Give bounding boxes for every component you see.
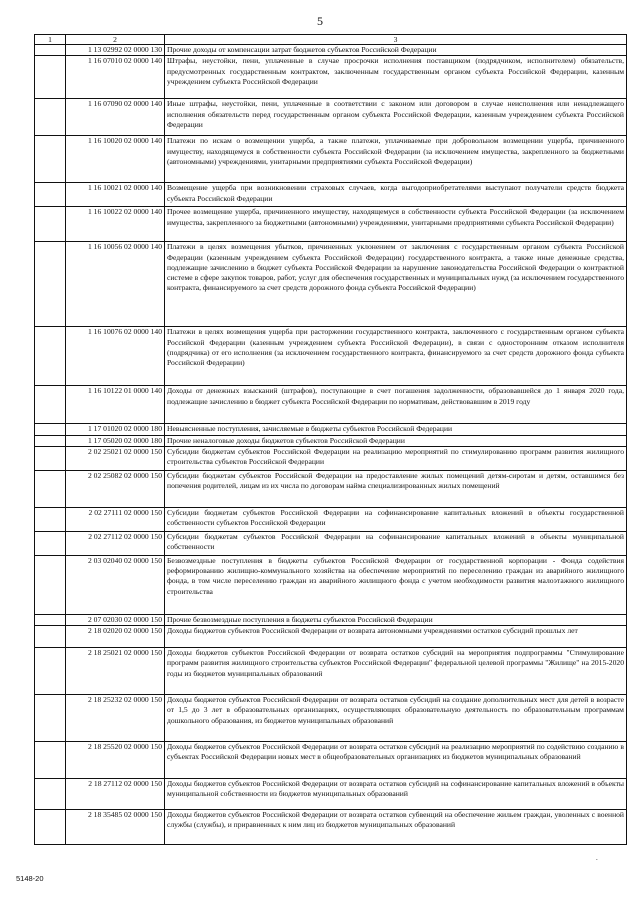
revenue-code-cell: 1 16 07010 02 0000 140 [66,56,165,99]
revenue-code-cell: 2 18 02020 02 0000 150 [66,626,165,648]
revenue-description-cell: Прочие безвозмездные поступления в бюджеты субъектов Российской Федерации [165,614,627,625]
row-number-cell [35,648,66,695]
table-row [35,555,627,614]
revenue-code-cell: 2 18 35485 02 0000 150 [66,810,165,845]
revenue-description-cell: Возмещение ущерба при возникновении страховых случаев, когда выгодоприобретателями выступают получатели средств бюджета субъекта Российской Федерации [165,183,627,207]
revenue-description-cell: Прочие доходы от компенсации затрат бюджетов субъектов Российской Федерации [165,45,627,56]
revenue-description-cell: Доходы бюджетов субъектов Российской Федерации от возврата остатков субсидий на реализацию мероприятий по содействию созданию в субъектах Российской Федерации новых мест в общеобразовательных организациях из бюджетов муниципальных образований [165,742,627,779]
revenue-code-cell: 1 16 10076 02 0000 140 [66,327,165,386]
table-row [35,424,627,435]
revenue-code-cell: 2 02 25021 02 0000 150 [66,446,165,470]
table-row [35,207,627,242]
table-row [35,446,627,470]
revenue-description-cell: Иные штрафы, неустойки, пени, уплаченные в соответствии с законом или договором в случае неисполнения или ненадлежащего исполнения обязательств перед государственным органом субъекта Российской Федерации, казенным учреждением субъекта Российской Федерации [165,99,627,136]
row-number-cell [35,555,66,614]
revenue-code-cell: 2 02 27111 02 0000 150 [66,507,165,531]
table-row [35,45,627,56]
revenue-description-cell: Платежи в целях возмещения ущерба при расторжении государственного контракта, заключенного с государственным органом субъекта Российской Федерации (казенным учреждением субъекта Российской Федерации), в связи с односторонним отказом исполнителя (подрядчика) от его исполнения (за исключением государственного контракта, финансируемого за счет средств дорожного фонда субъекта Российской Федерации) [165,327,627,386]
table-row [35,779,627,810]
revenue-code-cell: 1 16 10022 02 0000 140 [66,207,165,242]
revenue-code-cell: 1 16 10122 01 0000 140 [66,386,165,424]
row-number-cell [35,183,66,207]
revenue-description-cell: Доходы от денежных взысканий (штрафов), поступающие в счет погашения задолженности, образовавшейся до 1 января 2020 года, подлежащие зачислению в бюджет субъекта Российской Федерации по нормативам, действовавшим в 2019 году [165,386,627,424]
revenue-code-cell: 1 16 10020 02 0000 140 [66,136,165,183]
revenue-description-cell: Платежи в целях возмещения убытков, причиненных уклонением от заключения с государственным органом субъекта Российской Федерации (казенным учреждением субъекта Российской Федерации) государственного контракта, а также иные денежные средства, подлежащие зачислению в бюджет субъекта Российской Федерации за нарушение законодательства Российской Федерации о контрактной системе в сфере закупок товаров, работ, услуг для обеспечения государственных и муниципальных нужд (за исключением государственного контракта, финансируемого за счет средств дорожного фонда субъекта Российской Федерации) [165,242,627,327]
revenue-code-cell: 2 18 25021 02 0000 150 [66,648,165,695]
revenue-code-cell: 2 18 27112 02 0000 150 [66,779,165,810]
column-header-1: 1 [35,35,66,45]
revenue-codes-table [34,34,627,845]
revenue-code-cell: 2 07 02030 02 0000 150 [66,614,165,625]
table-header-row [35,35,627,45]
table-row [35,136,627,183]
table-row [35,327,627,386]
row-number-cell [35,626,66,648]
row-number-cell [35,56,66,99]
row-number-cell [35,435,66,446]
revenue-description-cell: Доходы бюджетов субъектов Российской Федерации от возврата остатков субсидий на софинансирование капитальных вложений в объекты муниципальной собственности из бюджетов муниципальных образований [165,779,627,810]
revenue-code-cell: 2 03 02040 02 0000 150 [66,555,165,614]
row-number-cell [35,695,66,742]
row-number-cell [35,99,66,136]
row-number-cell [35,470,66,507]
revenue-description-cell: Субсидии бюджетам субъектов Российской Федерации на софинансирование капитальных вложений в объекты государственной собственности субъектов Российской Федерации [165,507,627,531]
revenue-code-cell: 1 16 07090 02 0000 140 [66,99,165,136]
revenue-description-cell: Субсидии бюджетам субъектов Российской Федерации на софинансирование капитальных вложений в объекты муниципальной собственности [165,531,627,555]
row-number-cell [35,531,66,555]
row-number-cell [35,507,66,531]
row-number-cell [35,45,66,56]
document-id: 5148-20 [16,874,44,883]
table-row [35,614,627,625]
revenue-code-cell: 1 17 05020 02 0000 180 [66,435,165,446]
table-row [35,435,627,446]
table-row [35,742,627,779]
revenue-code-cell: 1 16 10021 02 0000 140 [66,183,165,207]
revenue-code-cell: 2 18 25232 02 0000 150 [66,695,165,742]
table-row [35,183,627,207]
revenue-description-cell: Субсидии бюджетам субъектов Российской Федерации на реализацию мероприятий по стимулированию программ развития жилищного строительства субъектов Российской Федерации [165,446,627,470]
row-number-cell [35,810,66,845]
revenue-code-cell: 1 13 02992 02 0000 130 [66,45,165,56]
row-number-cell [35,779,66,810]
revenue-code-cell: 2 02 25082 02 0000 150 [66,470,165,507]
table-row [35,648,627,695]
table-row [35,470,627,507]
footer-mark: . [596,854,598,862]
table-row [35,242,627,327]
column-header-3: 3 [165,35,627,45]
table-row [35,531,627,555]
table-row [35,810,627,845]
revenue-description-cell: Доходы бюджетов субъектов Российской Федерации от возврата остатков субсидий на создание дополнительных мест для детей в возрасте от 1,5 до 3 лет в образовательных организациях, осуществляющих образовательную деятельность по образовательным программам дошкольного образования, из бюджетов муниципальных образований [165,695,627,742]
table-row [35,99,627,136]
row-number-cell [35,446,66,470]
row-number-cell [35,424,66,435]
revenue-description-cell: Невыясненные поступления, зачисляемые в бюджеты субъектов Российской Федерации [165,424,627,435]
revenue-description-cell: Прочие неналоговые доходы бюджетов субъектов Российской Федерации [165,435,627,446]
revenue-description-cell: Прочее возмещение ущерба, причиненного имуществу, находящемуся в собственности субъекта Российской Федерации (за исключением имущества, закрепленного за бюджетными (автономными) учреждениями, унитарными предприятиями субъекта Российской Федерации) [165,207,627,242]
revenue-code-cell: 2 02 27112 02 0000 150 [66,531,165,555]
table-row [35,626,627,648]
table-row [35,507,627,531]
table-row [35,386,627,424]
row-number-cell [35,327,66,386]
revenue-description-cell: Безвозмездные поступления в бюджеты субъектов Российской Федерации от государственной корпорации - Фонда содействия реформированию жилищно-коммунального хозяйства на обеспечение мероприятий по переселению граждан из аварийного жилищного фонда, в том числе переселению граждан из аварийного жилищного фонда с учетом необходимости развития малоэтажного жилищного строительства [165,555,627,614]
page-number: 5 [317,14,323,28]
row-number-cell [35,136,66,183]
row-number-cell [35,742,66,779]
table-row [35,56,627,99]
revenue-code-cell: 1 17 01020 02 0000 180 [66,424,165,435]
row-number-cell [35,614,66,625]
revenue-code-cell: 2 18 25520 02 0000 150 [66,742,165,779]
column-header-2: 2 [66,35,165,45]
revenue-description-cell: Доходы бюджетов субъектов Российской Федерации от возврата автономными учреждениями остатков субсидий прошлых лет [165,626,627,648]
revenue-description-cell: Платежи по искам о возмещении ущерба, а также платежи, уплачиваемые при добровольном возмещении ущерба, причиненного имуществу, находящемуся в собственности субъекта Российской Федерации (за исключением имущества, закрепленного за бюджетными (автономными) учреждениями, унитарными предприятиями субъекта Российской Федерации) [165,136,627,183]
revenue-description-cell: Штрафы, неустойки, пени, уплаченные в случае просрочки исполнения поставщиком (подрядчиком, исполнителем) обязательств, предусмотренных государственным контрактом, заключенным государственным органом субъекта Российской Федерации, казенным учреждением субъекта Российской Федерации [165,56,627,99]
revenue-code-cell: 1 16 10056 02 0000 140 [66,242,165,327]
row-number-cell [35,386,66,424]
revenue-description-cell: Доходы бюджетов субъектов Российской Федерации от возврата остатков субсидий на мероприятия подпрограммы "Стимулирование программ развития жилищного строительства субъектов Российской Федерации" федеральной целевой программы "Жилище" на 2015-2020 годы из бюджетов муниципальных образований [165,648,627,695]
row-number-cell [35,242,66,327]
table-row [35,695,627,742]
revenue-description-cell: Доходы бюджетов субъектов Российской Федерации от возврата остатков субвенций на обеспечение жильем граждан, уволенных с военной службы (службы), и приравненных к ним лиц из бюджетов муниципальных образований [165,810,627,845]
revenue-description-cell: Субсидии бюджетам субъектов Российской Федерации на предоставление жилых помещений детям-сиротам и детям, оставшимся без попечения родителей, лицам из их числа по договорам найма специализированных жилых помещений [165,470,627,507]
row-number-cell [35,207,66,242]
